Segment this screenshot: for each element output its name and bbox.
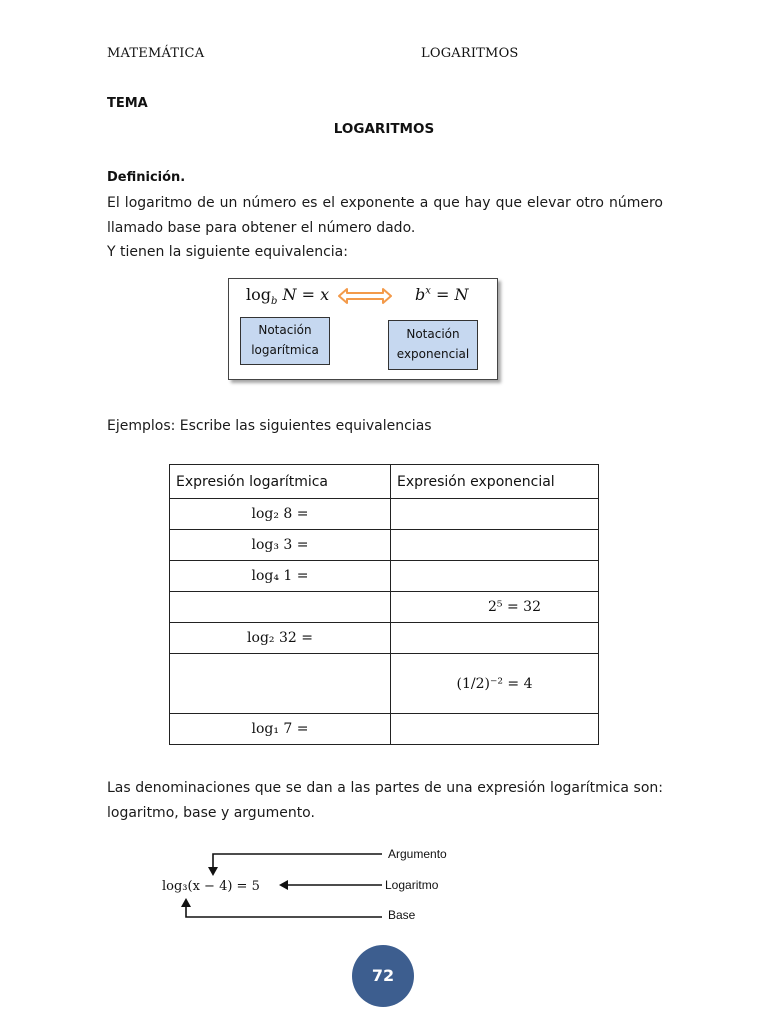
exp-notation-formula: $b^x = N$	[415, 285, 469, 304]
table-row	[170, 530, 599, 561]
table-row	[170, 654, 599, 714]
cell-exp[interactable]	[391, 714, 599, 745]
cell-exp[interactable]	[391, 499, 599, 530]
header-subject: MATEMÁTICA	[107, 46, 205, 61]
equivalence-box	[228, 278, 498, 380]
cell-exp[interactable]	[391, 561, 599, 592]
examples-intro: Ejemplos: Escribe las siguientes equivalencias	[107, 418, 432, 434]
exp-notation-box	[388, 320, 478, 370]
exp-notation-line2: exponencial	[396, 347, 470, 361]
header-topic: LOGARITMOS	[421, 46, 519, 61]
page-title	[0, 121, 768, 137]
cell-log[interactable]: log₁ 7 =	[170, 714, 391, 745]
definition-text: El logaritmo de un número es el exponente a que hay que elevar otro número llamado base para obtener el número dado.	[107, 195, 663, 236]
equivalence-intro: Y tienen la siguiente equivalencia:	[107, 244, 348, 260]
cell-log[interactable]: log₂ 32 =	[170, 623, 391, 654]
base-label: Base	[388, 908, 416, 922]
cell-exp[interactable]	[391, 623, 599, 654]
page-title-text: LOGARITMOS	[333, 121, 435, 137]
table-header-row	[170, 465, 599, 499]
logarithm-label: Logaritmo	[385, 878, 439, 892]
double-arrow-icon	[337, 287, 393, 305]
cell-log[interactable]: log₂ 8 =	[170, 499, 391, 530]
table-row	[170, 623, 599, 654]
cell-exp[interactable]: 2⁵ = 32	[391, 592, 599, 623]
page-number-badge: 72	[352, 945, 414, 1007]
log-expression: log₃(x − 4) = 5	[162, 879, 260, 894]
tema-label: TEMA	[107, 96, 148, 111]
cell-log[interactable]: log₃ 3 =	[170, 530, 391, 561]
cell-exp[interactable]	[391, 530, 599, 561]
table-row	[170, 499, 599, 530]
cell-log[interactable]: log₄ 1 =	[170, 561, 391, 592]
definition-label: Definición.	[107, 170, 186, 185]
parts-text: Las denominaciones que se dan a las partes de una expresión logarítmica son: logaritmo, base y argumento.	[107, 780, 663, 821]
log-notation-formula: $\log_b N = x$	[246, 285, 330, 308]
header-exp: Expresión exponencial	[391, 465, 599, 499]
log-notation-box	[240, 317, 330, 365]
exp-notation-line1: Notación	[406, 327, 460, 341]
log-notation-line2: logarítmica	[251, 343, 319, 357]
log-notation-line1: Notación	[258, 323, 312, 337]
cell-log[interactable]	[170, 654, 391, 714]
argument-label: Argumento	[388, 847, 447, 861]
table-row	[170, 714, 599, 745]
cell-log[interactable]	[170, 592, 391, 623]
header-log: Expresión logarítmica	[170, 465, 391, 499]
cell-exp[interactable]: (1/2)⁻² = 4	[391, 654, 599, 714]
table-row	[170, 592, 599, 623]
equivalences-table	[169, 464, 599, 745]
table-row	[170, 561, 599, 592]
